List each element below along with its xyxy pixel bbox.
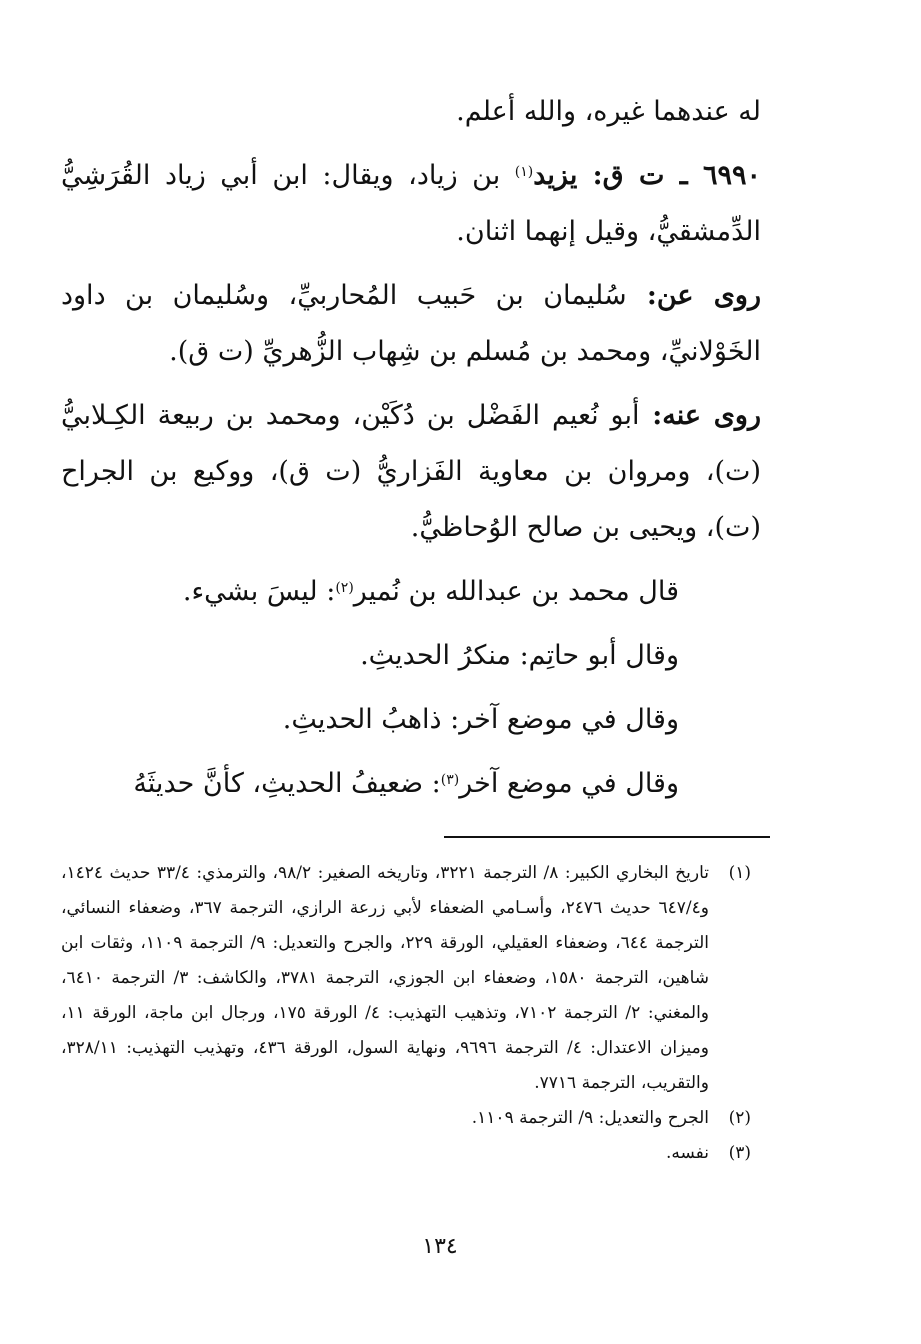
footnote-ref-1: (١) — [514, 164, 534, 180]
page-number: ١٣٤ — [422, 1234, 458, 1259]
footnote-text: نفسه. — [665, 1143, 709, 1163]
footnote-2 — [61, 1101, 751, 1136]
footnote-number: (٣) — [728, 1143, 751, 1163]
quote-text-cont: : ليسَ بشيء. — [182, 576, 336, 607]
quote-ibn-numayr — [61, 564, 761, 620]
footnote-ref-2: (٢) — [335, 580, 354, 596]
narrated-from-text: سُليمان بن حَبيب المُحاربيِّ، وسُليمان بن داود الخَوْلانيِّ، ومحمد بن مُسلم بن شِهاب الزُّهريِّ (ت ق). — [61, 280, 761, 367]
narrated-from-paragraph — [61, 268, 761, 380]
quote-text: قال محمد بن عبدالله بن نُمير — [353, 576, 679, 607]
footnote-1 — [61, 856, 751, 1101]
narrated-by-text: أبو نُعيم الفَضْل بن دُكَيْن، ومحمد بن ربيعة الكِـلابيُّ (ت)، ومروان بن معاوية الفَزاريُّ (ت ق)، ووكيع بن الجراح (ت)، ويحيى بن صالح الوُحاظيُّ. — [61, 400, 761, 543]
quote-another-place-2 — [61, 756, 761, 812]
quote-another-place-1 — [61, 692, 761, 748]
paragraph-continuation — [61, 84, 761, 140]
footnote-ref-3: (٣) — [440, 772, 460, 788]
quote-abu-hatim — [61, 628, 761, 684]
footnote-text: تاريخ البخاري الكبير: ٨/ الترجمة ٣٢٢١، وتاريخه الصغير: ٩٨/٢، والترمذي: ٣٣/٤ حديث ١٤٢٤، و٦٤٧/٤ حديث ٢٤٧٦، وأسـامي الضعفاء لأبي زرعة الرازي، الترجمة ٣٦٧، وضعفاء النسائي، الترجمة ٦٤٤، وضعفاء العقيلي، الورقة ٢٢٩، والجرح والتعديل: ٩/ الترجمة ١١٠٩، وثقات ابن شاهين، الترجمة ١٥٨٠، وضعفاء ابن الجوزي، الترجمة ٣٧٨١، والكاشف: ٣/ الترجمة ٦٤١٠، والمغني: ٢/ الترجمة ٧١٠٢، وتذهيب التهذيب: ٤/ الورقة ١٧٥، ورجال ابن ماجة، الورقة ١١، وميزان الاعتدال: ٤/ الترجمة ٩٦٩٦، ونهاية السول، الورقة ٤٣٦، وتهذيب التهذيب: ٣٢٨/١١، والتقريب، الترجمة ٧٧١٦. — [61, 863, 710, 1093]
narrated-from-label: روى عن: — [626, 280, 762, 311]
paragraph-text: له عندهما غيره، والله أعلم. — [456, 96, 761, 127]
narrated-by-label: روى عنه: — [639, 400, 761, 431]
quote-text-cont: : ضعيفُ الحديثِ، كأنَّ حديثَهُ — [133, 768, 441, 799]
quote-text: وقال في موضع آخر: ذاهبُ الحديثِ. — [282, 704, 679, 735]
footnote-separator — [444, 836, 770, 838]
narrated-by-paragraph — [61, 388, 761, 556]
footnote-number: (٢) — [728, 1108, 751, 1128]
entry-text: بن زياد، ويقال: ابن أبي زياد القُرَشِيُّ الدِّمشقيُّ، وقيل إنهما اثنان. — [61, 160, 761, 247]
main-text — [61, 84, 761, 820]
footnote-3 — [61, 1136, 751, 1171]
footnote-number: (١) — [728, 863, 751, 883]
entry-number: ٦٩٩٠ ـ ت ق: يزيد — [533, 160, 761, 191]
quote-text: وقال أبو حاتِم: منكرُ الحديثِ. — [360, 640, 679, 671]
quote-text: وقال في موضع آخر — [459, 768, 679, 799]
footnote-text: الجرح والتعديل: ٩/ الترجمة ١١٠٩. — [471, 1108, 709, 1128]
footnotes — [61, 856, 751, 1171]
entry-6990-heading — [61, 148, 761, 260]
